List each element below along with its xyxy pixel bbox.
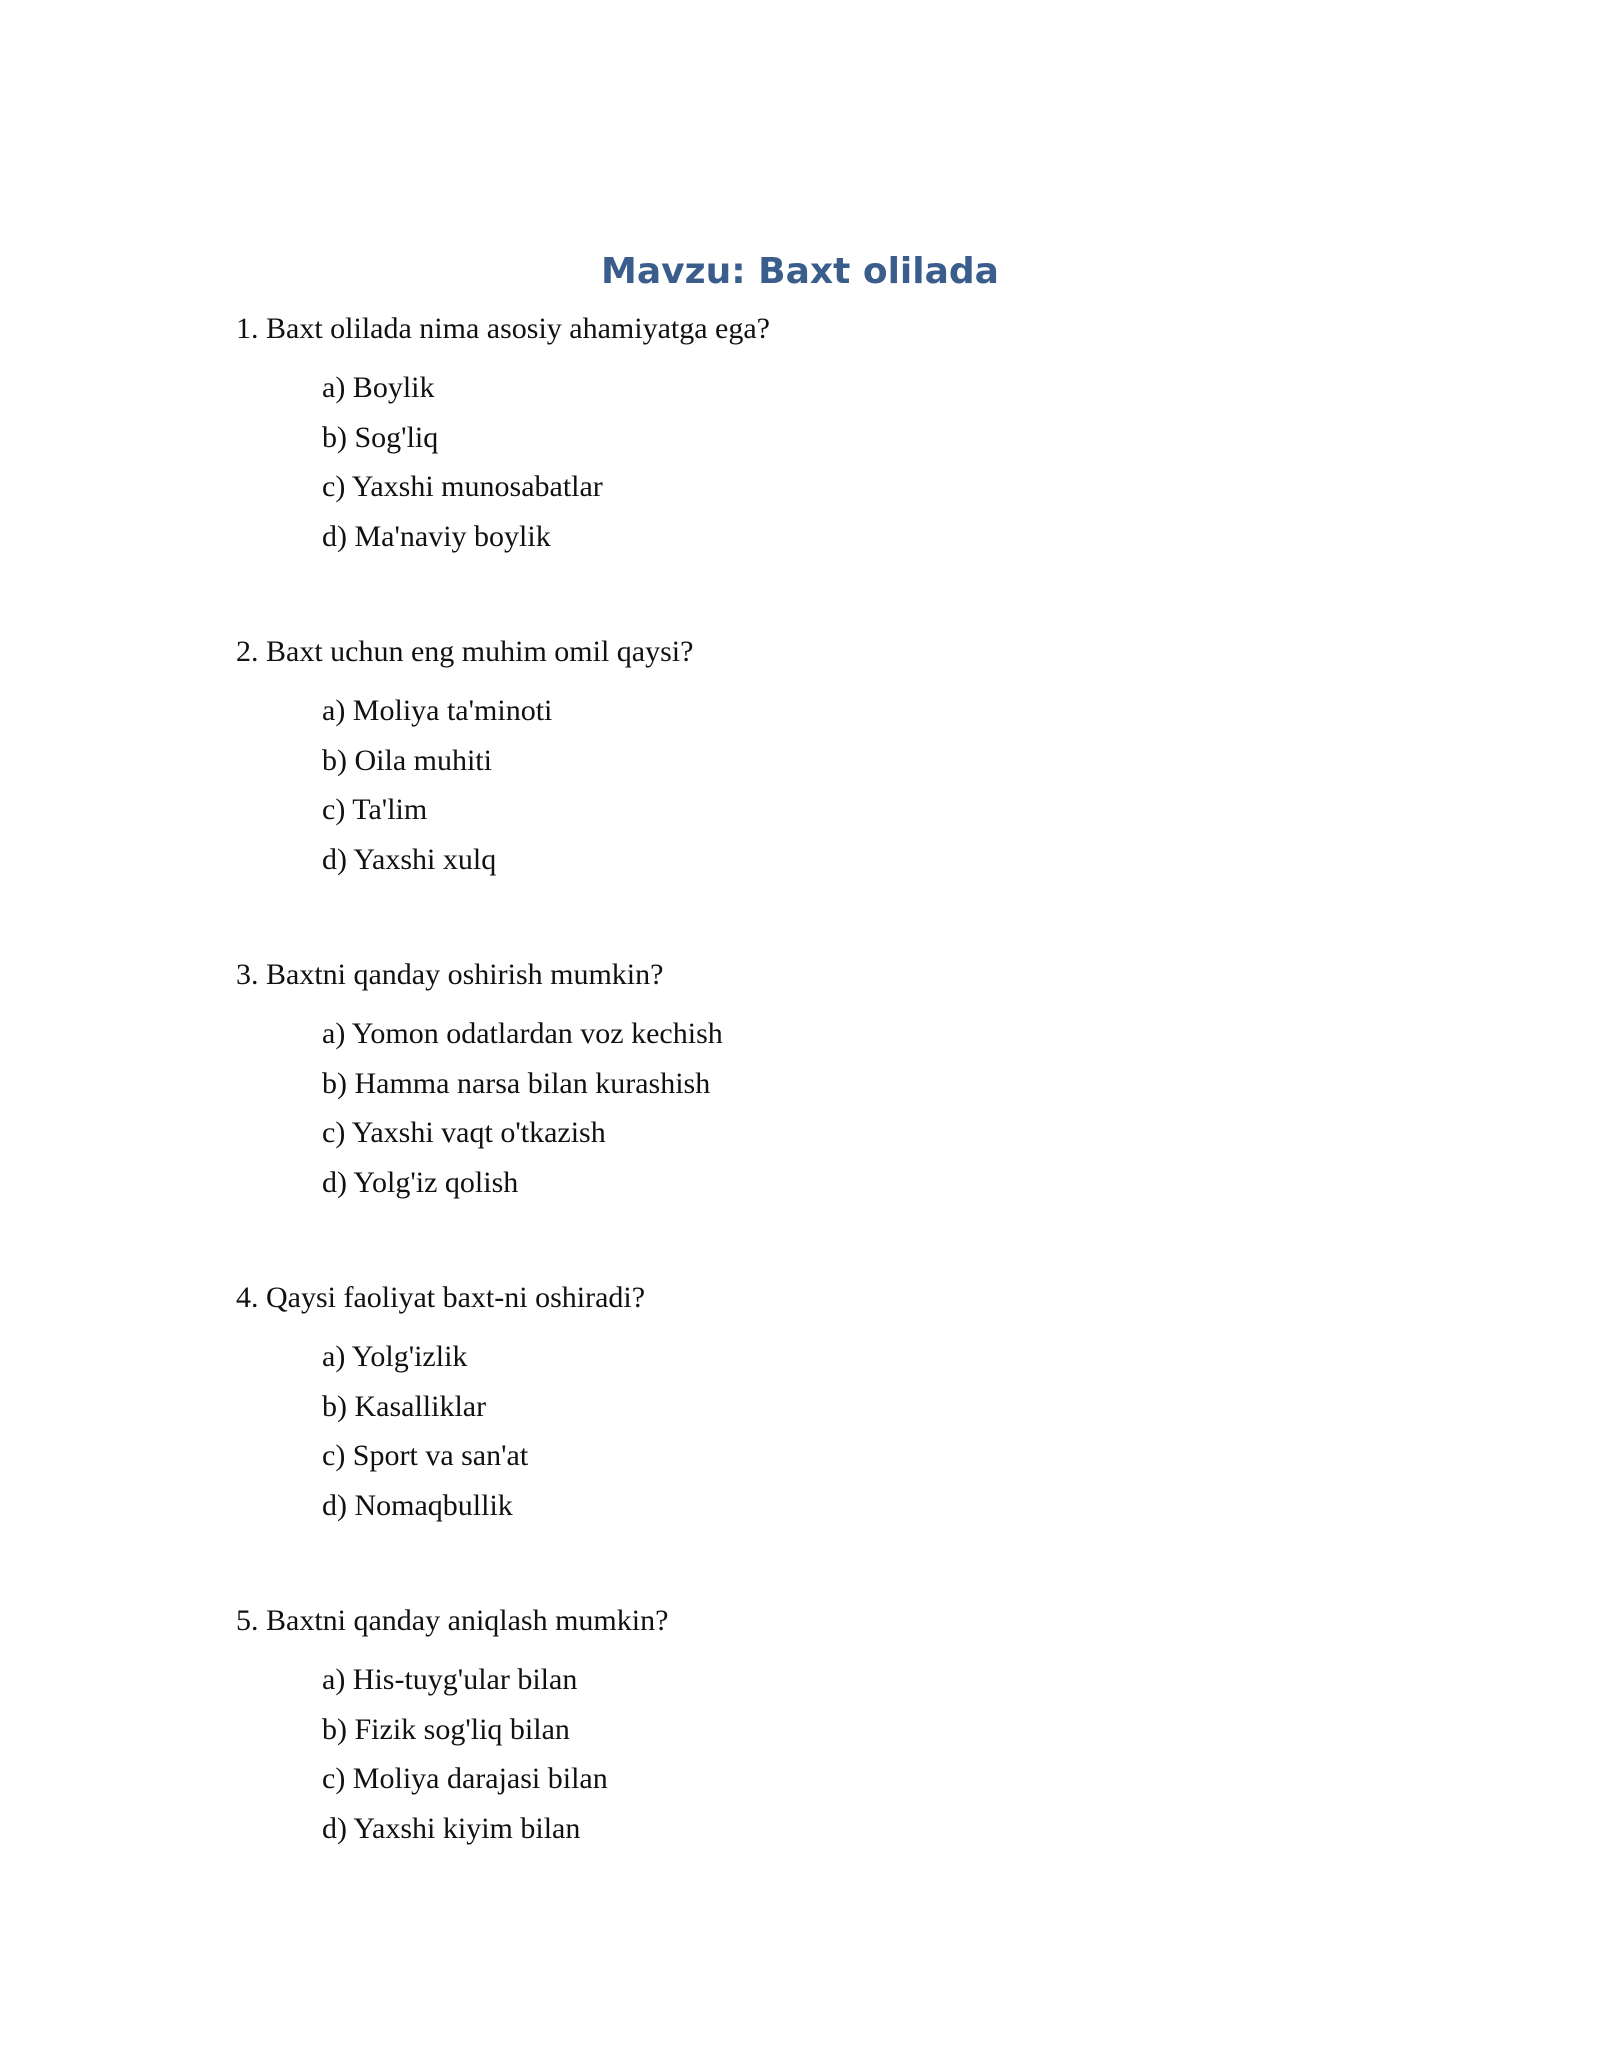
question-block-5 bbox=[236, 1599, 1436, 1853]
question-block-2 bbox=[236, 630, 1436, 884]
option-list bbox=[236, 363, 1436, 561]
question-block-4 bbox=[236, 1276, 1436, 1530]
option-item: d) Yolg'iz qolish bbox=[322, 1165, 519, 1199]
option-item: d) Nomaqbullik bbox=[322, 1488, 513, 1522]
option-item: b) Kasalliklar bbox=[322, 1389, 487, 1423]
option-item: a) Moliya ta'minoti bbox=[322, 694, 553, 727]
option-item: a) Yomon odatlardan voz kechish bbox=[322, 1017, 723, 1050]
option-list bbox=[236, 1655, 1436, 1853]
question-text: 4. Qaysi faoliyat baxt-ni oshiradi? bbox=[236, 1281, 646, 1314]
question-block-1 bbox=[236, 307, 1436, 561]
question-text: 2. Baxt uchun eng muhim omil qaysi? bbox=[236, 635, 694, 668]
option-item: a) His-tuyg'ular bilan bbox=[322, 1663, 578, 1696]
question-text: 5. Baxtni qanday aniqlash mumkin? bbox=[236, 1604, 669, 1637]
option-item: b) Sog'liq bbox=[322, 420, 439, 454]
question-text: 1. Baxt olilada nima asosiy ahamiyatga ega? bbox=[236, 312, 770, 345]
option-item: a) Yolg'izlik bbox=[322, 1340, 468, 1373]
option-item: b) Hamma narsa bilan kurashish bbox=[322, 1066, 711, 1100]
option-item: b) Oila muhiti bbox=[322, 743, 492, 777]
option-item: c) Ta'lim bbox=[322, 793, 428, 826]
option-item: c) Sport va san'at bbox=[322, 1439, 529, 1472]
option-list bbox=[236, 1332, 1436, 1530]
option-item: d) Yaxshi xulq bbox=[322, 842, 497, 876]
option-item: c) Moliya darajasi bilan bbox=[322, 1762, 608, 1795]
option-item: c) Yaxshi vaqt o'tkazish bbox=[322, 1116, 606, 1149]
question-text: 3. Baxtni qanday oshirish mumkin? bbox=[236, 958, 664, 991]
question-block-3 bbox=[236, 953, 1436, 1207]
option-item: a) Boylik bbox=[322, 371, 435, 404]
option-item: d) Yaxshi kiyim bilan bbox=[322, 1811, 581, 1845]
option-item: b) Fizik sog'liq bilan bbox=[322, 1712, 570, 1746]
option-item: c) Yaxshi munosabatlar bbox=[322, 470, 603, 503]
option-list bbox=[236, 686, 1436, 884]
option-list bbox=[236, 1009, 1436, 1207]
page-title: Mavzu: Baxt olilada bbox=[601, 251, 999, 292]
option-item: d) Ma'naviy boylik bbox=[322, 519, 551, 553]
